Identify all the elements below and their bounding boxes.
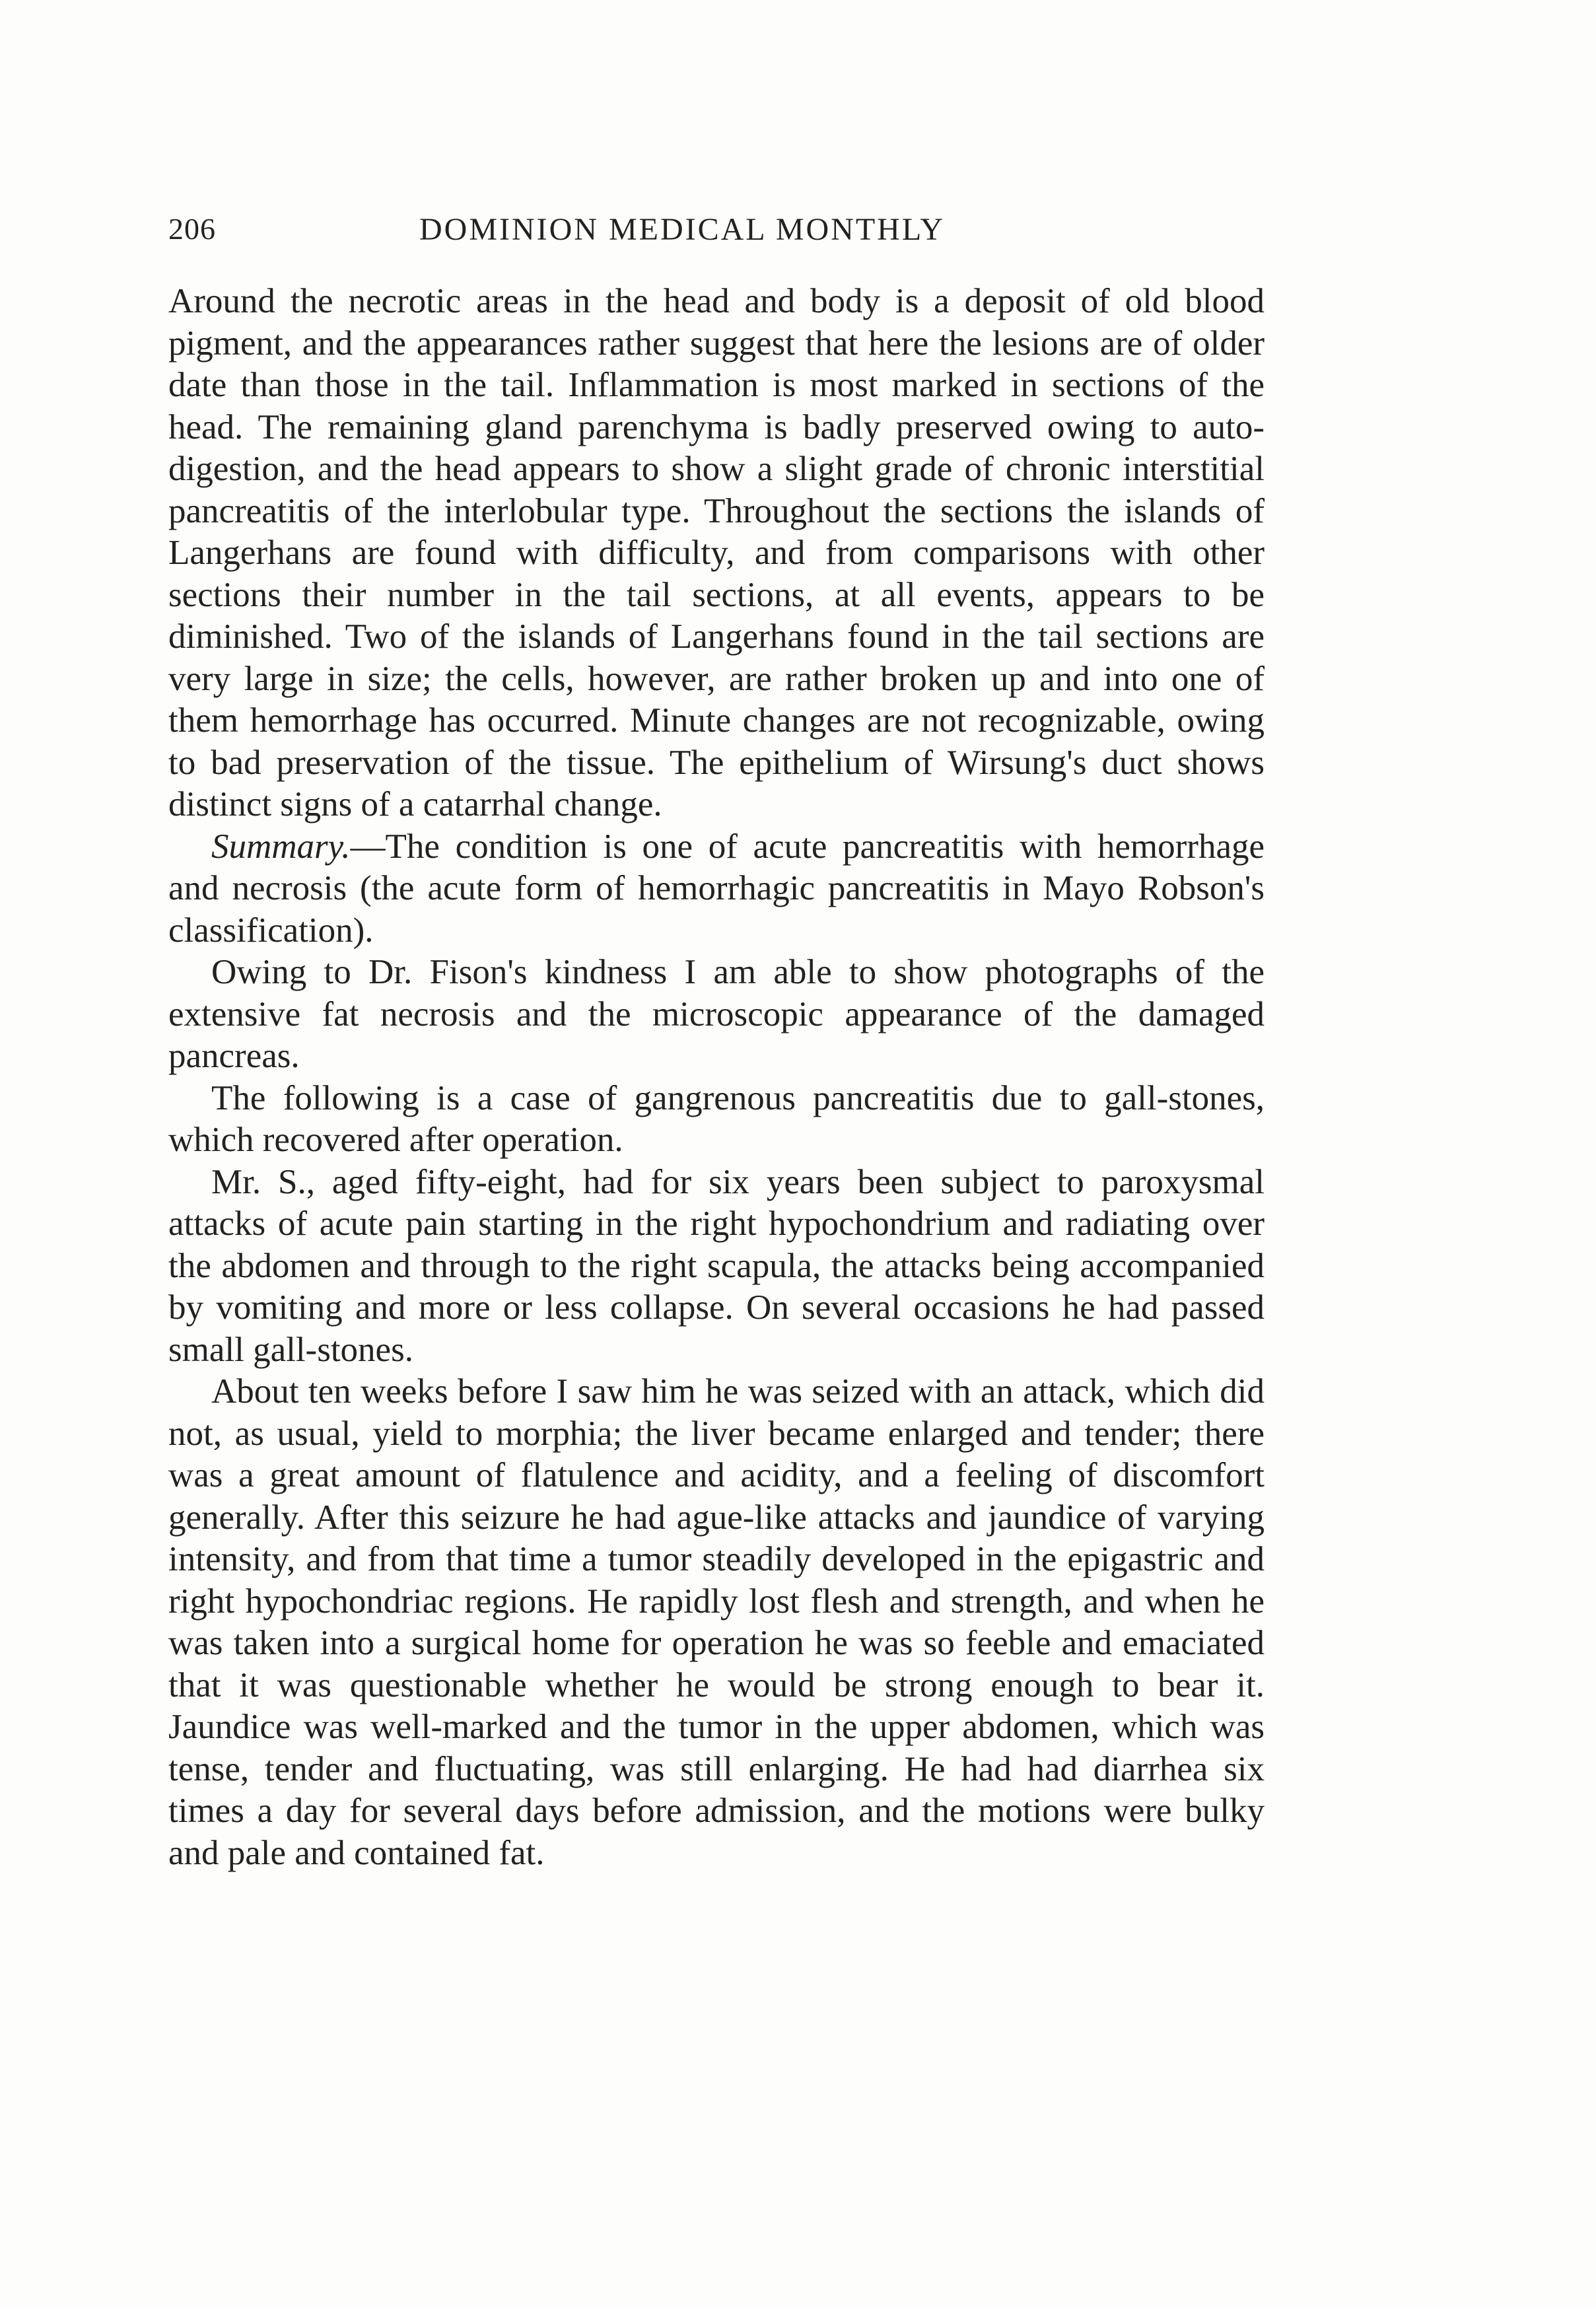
paragraph-text: About ten weeks before I saw him he was seized with an attack, which did not, as usual, yield to morphia; the liver became enlarged and tender; there was a great amount of flatulence and acidity, and a feeling of discomfort generally. After this seizure he had ague-like attacks and jaundice of varying intensity, and from that time a tumor steadily developed in the epigastric and right hypochondriac regions. He rapidly lost flesh and strength, and when he was taken into a surgical home for operation he was so feeble and emaciated that it was questionable whether he would be strong enough to bear it. Jaundice was well-marked and the tumor in the upper abdomen, which was tense, tender and fluctuating, was still enlarging. He had had diarrhea six times a day for several days before admission, and the motions were bulky and pale and contained fat. [168,1372,1265,1872]
paragraph [168,952,1265,1078]
running-head: DOMINION MEDICAL MONTHLY [419,212,946,247]
paragraph-text: —The condition is one of acute pancreatitis with hemorrhage and necrosis (the acute form of hemorrhagic pancreatitis in Mayo Robson's classification). [168,827,1265,950]
paragraph-text: The following is a case of gangrenous pancreatitis due to gall-stones, which recovered after operation. [168,1078,1265,1159]
body-text [168,281,1265,1874]
page-number: 206 [168,212,216,246]
paragraph [168,1162,1265,1372]
page-header [168,211,1317,264]
paragraph [168,1078,1265,1162]
paragraph-text: Mr. S., aged fifty-eight, had for six years been subject to paroxysmal attacks of acute pain starting in the right hypochondrium and radiating over the abdomen and through to the right scapula, the attacks being accompanied by vomiting and more or less collapse. On several occasions he had passed small gall-stones. [168,1162,1265,1369]
paragraph-text: Around the necrotic areas in the head and body is a deposit of old blood pigment, and the appearances rather suggest that here the lesions are of older date than those in the tail. Inflammation is most marked in sections of the head. The remaining gland parenchyma is badly preserved owing to auto-digestion, and the head appears to show a slight grade of chronic interstitial pancreatitis of the interlobular type. Throughout the sections the islands of Langerhans are found with difficulty, and from comparisons with other sections their number in the tail sections, at all events, appears to be diminished. Two of the islands of Langerhans found in the tail sections are very large in size; the cells, however, are rather broken up and into one of them hemorrhage has occurred. Minute changes are not recognizable, owing to bad preservation of the tissue. The epithelium of Wirsung's duct shows distinct signs of a catarrhal change. [168,282,1265,823]
summary-heading: Summary. [211,827,351,866]
paragraph-summary [168,826,1265,952]
paragraph [168,1371,1265,1874]
paragraph-text: Owing to Dr. Fison's kindness I am able to show photographs of the extensive fat necrosis and the microscopic appearance of the damaged pancreas. [168,953,1265,1075]
paragraph [168,281,1265,826]
